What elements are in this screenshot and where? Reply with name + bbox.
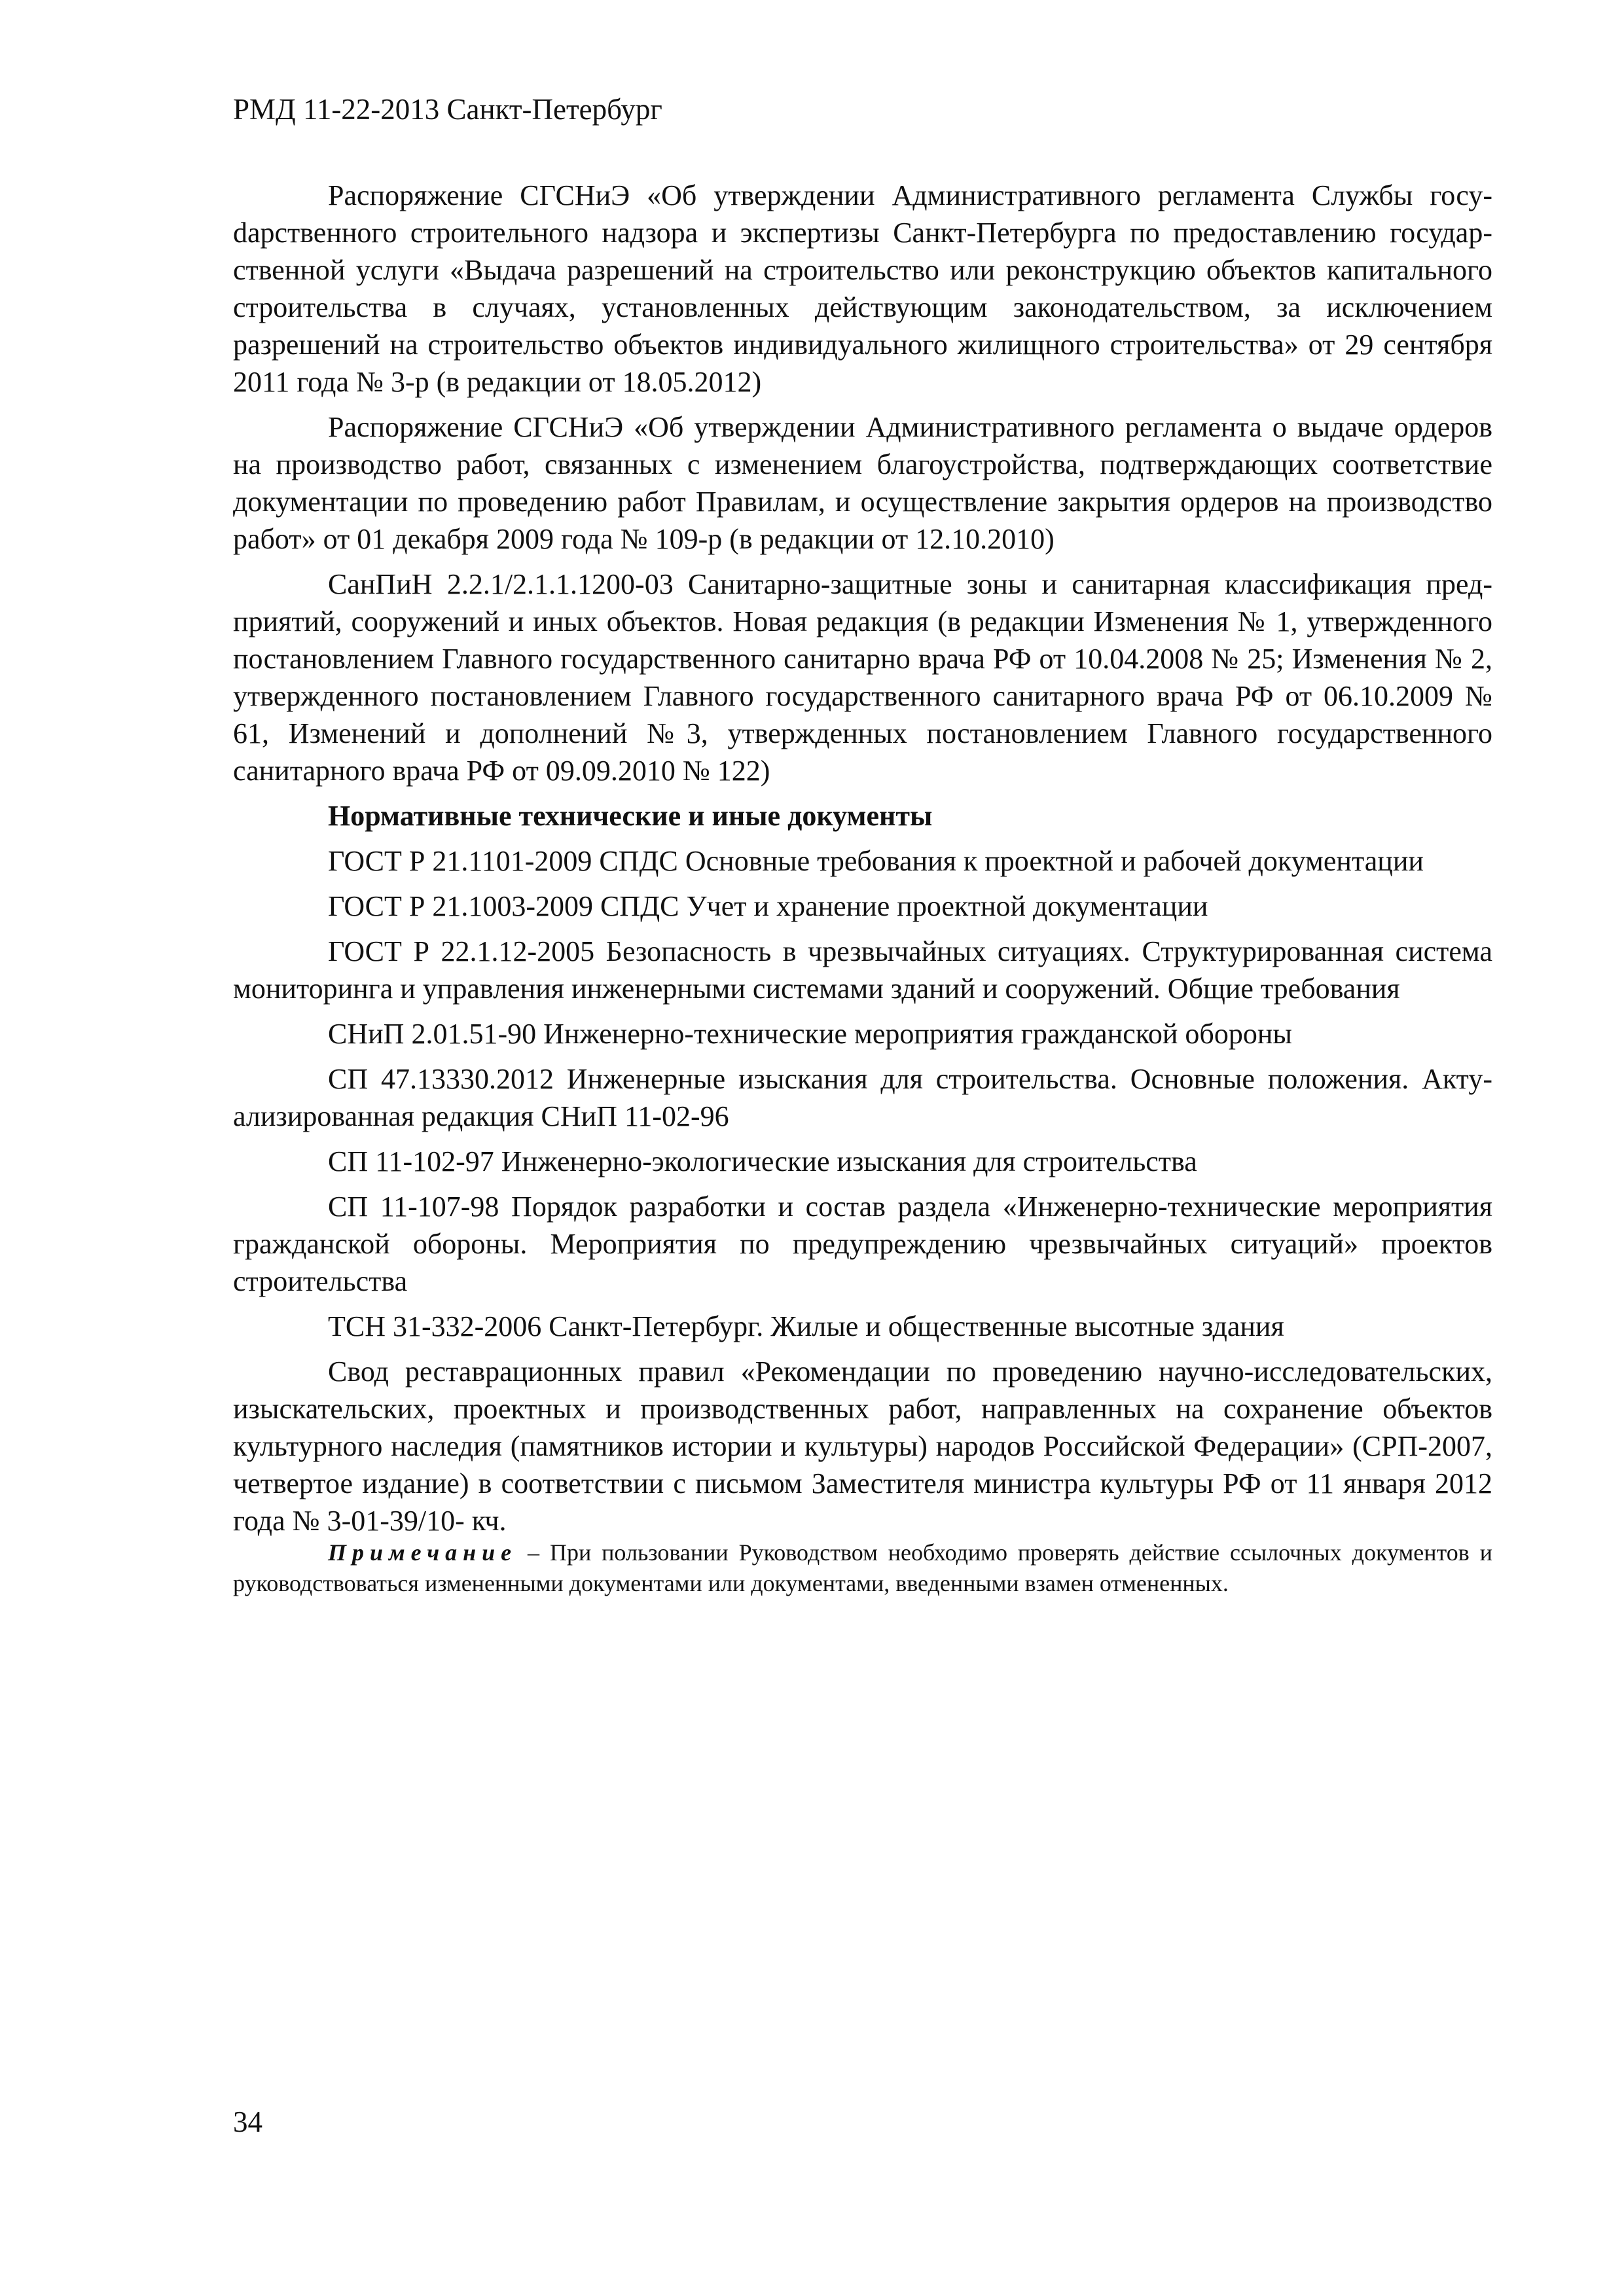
normative-item: ТСН 31-332-2006 Санкт-Петербург. Жилые и общественные высотные здания [328,1310,1284,1342]
normative-item: ГОСТ Р 21.1003-2009 СПДС Учет и хранение проектной документации [328,890,1208,922]
reference-item: СанПиН 2.2.1/2.1.1.1200-03 Санитарно-защитные зоны и санитарная классификация предприятий, сооружений и иных объектов. Новая редакция (в редакции Изменения № 1, утвержденного постановлением Главного государственного санитарно врача РФ от 10.04.2008 № 25; Изменения № 2, утвержденного постановлением Главного государственного санитарного врача РФ от 06.10.2009 № 61, Изменений и дополнений №3, утвержденных постановлением Главного государственного санитарного врача РФ от 09.09.2010 № 122) [233,568,1492,787]
reference-item: Распоряжение СГСНиЭ «Об утверждении Административного регламента Службы госуdарственного строительного надзора и экспертизы Санкт-Петербурга по предоставлению государственной услуги «Выдача разрешений на строительство или реконструкцию объектов капитального строительства в случаях, установленных действующим законодательством, за исключением разрешений на строительство объектов индивидуального жилищного строительства» от 29 сентября 2011 года № 3-р (в редакции от 18.05.2012) [233,179,1492,398]
reference-item: Распоряжение СГСНиЭ «Об утверждении Административного регламента о выдаче ордеров на производство работ, связанных с изменением благоустройства, подтверждающих соответствие документации по проведению работ Правилам, и осуществление закрытия ордеров на производство работ» от 01 декабря 2009 года № 109-р (в редакции от 12.10.2010) [233,411,1492,555]
references-body [233,177,1492,1547]
normative-item: СП 11-107-98 Порядок разработки и состав раздела «Инженерно-технические мероприятия гражданской обороны. Мероприятия по предупреждению чрезвычайных ситуаций» проектов строительства [233,1191,1492,1297]
normative-item: ГОСТ Р 22.1.12-2005 Безопасность в чрезвычайных ситуациях. Структурированная система мониторинга и управления инженерными системами зданий и сооружений. Общие требования [233,935,1492,1005]
note-text: – При пользовании Руководством необходимо проверять действие ссылочных документов и руководствоваться измененными документами или документами, введенными взамен отмененных. [233,1539,1492,1596]
normative-item: ГОСТ Р 21.1101-2009 СПДС Основные требования к проектной и рабочей документации [328,845,1424,877]
running-header: РМД 11-22-2013 Санкт-Петербург [233,93,662,126]
note-label: Примечание [328,1539,518,1566]
normative-item: СП 11-102-97 Инженерно-экологические изыскания для строительства [328,1145,1197,1177]
normative-item: СП 47.13330.2012 Инженерные изыскания для строительства. Основные положения. Актуализированная редакция СНиП 11-02-96 [233,1063,1492,1132]
normative-item: Свод реставрационных правил «Рекомендации по проведению научно-исследовательских, изыскательских, проектных и производственных работ, направленных на сохранение объектов культурного наследия (памятников истории и культуры) народов Российской Федерации» (СРП-2007, четвертое издание) в соответствии с письмом Заместителя министра культуры РФ от 11 января 2012 года № 3-01-39/10- кч. [233,1355,1492,1537]
normative-item: СНиП 2.01.51-90 Инженерно-технические мероприятия гражданской обороны [328,1018,1292,1050]
page-number: 34 [233,2106,262,2138]
section-heading: Нормативные технические и иные документы [328,800,933,832]
note-paragraph [233,1537,1492,1599]
